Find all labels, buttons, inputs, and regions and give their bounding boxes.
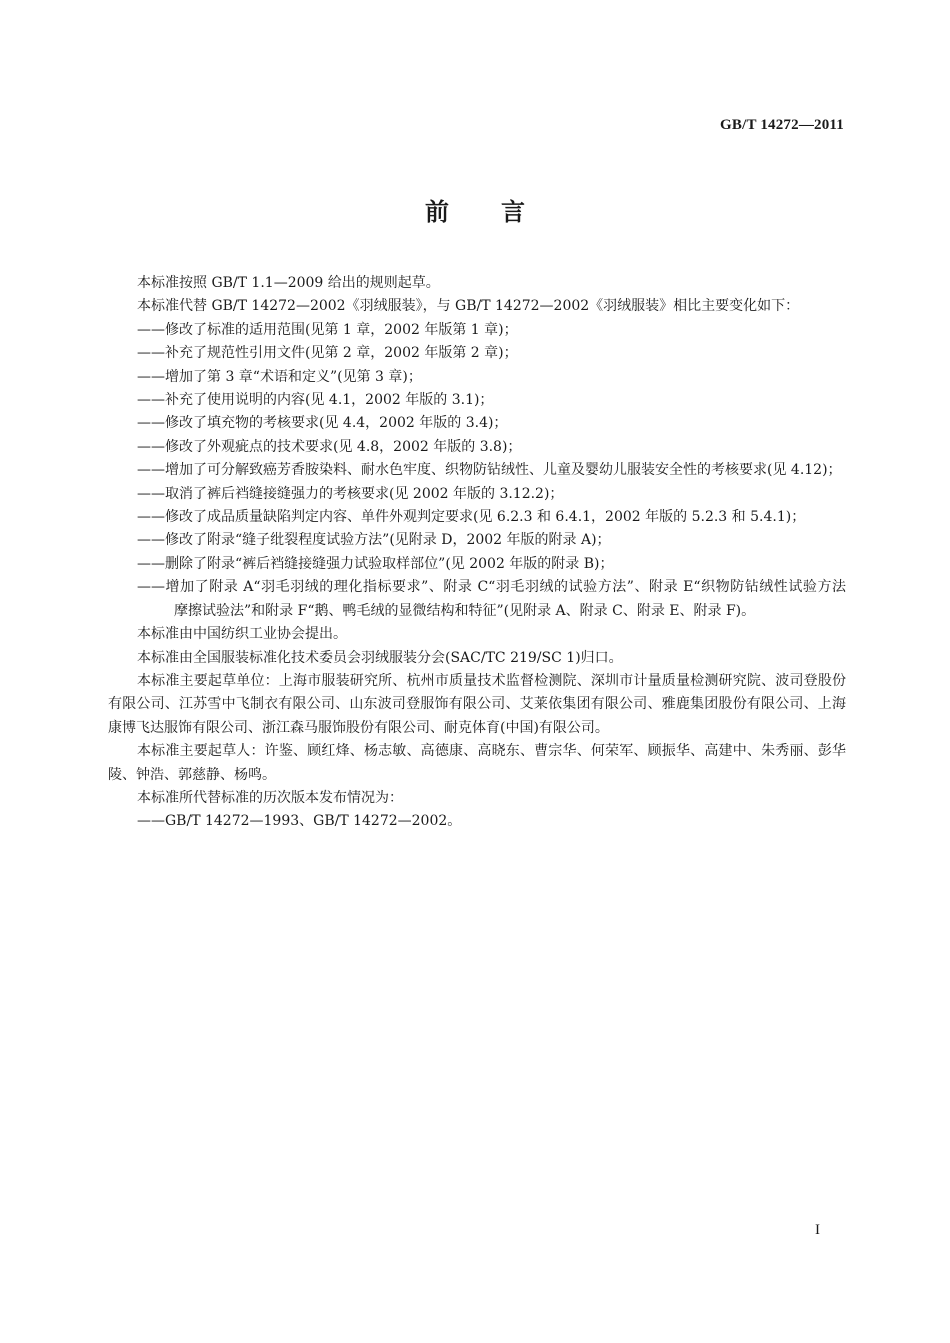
- list-item: ——补充了规范性引用文件(见第 2 章，2002 年版第 2 章)；: [137, 345, 518, 362]
- list-item: ——增加了附录 A“羽毛羽绒的理化指标要求”、附录 C“羽毛羽绒的试验方法”、附录 E“织物防钻绒性试验方法 摩擦试验法”和附录 F“鹅、鸭毛绒的显微结构和特征”(见附录 A、附录 C、附录 E、附录 F)。: [137, 579, 860, 619]
- page-number: I: [815, 1222, 820, 1238]
- list-item: ——删除了附录“裤后裆缝接缝强力试验取样部位”(见 2002 年版的附录 B)；: [137, 555, 614, 572]
- standard-number: GB/T 14272—2011: [720, 117, 844, 133]
- changes-list: [108, 319, 860, 623]
- paragraph-drafters: 本标准主要起草人：许鉴、顾红烽、杨志敏、高德康、高晓东、曹宗华、何荣军、顾振华、高建中、朱秀丽、彭华陵、钟浩、郭慈静、杨鸣。: [108, 743, 846, 783]
- list-item: ——取消了裤后裆缝接缝强力的考核要求(见 2002 年版的 3.12.2)；: [137, 485, 564, 502]
- list-item: ——增加了可分解致癌芳香胺染料、耐水色牢度、织物防钻绒性、儿童及婴幼儿服装安全性的考核要求(见 4.12)；: [137, 462, 842, 479]
- paragraph-replacement: 本标准代替 GB/T 14272—2002《羽绒服装》，与 GB/T 14272—2002《羽绒服装》相比主要变化如下：: [137, 298, 800, 315]
- history-item: ——GB/T 14272—1993、GB/T 14272—2002。: [137, 813, 462, 830]
- paragraph-proposed-by: 本标准由中国纺织工业协会提出。: [137, 626, 347, 643]
- foreword-body: [108, 272, 860, 834]
- page-title: 前言: [425, 198, 577, 226]
- list-item: ——修改了成品质量缺陷判定内容、单件外观判定要求(见 6.2.3 和 6.4.1，2002 年版的 5.2.3 和 5.4.1)；: [137, 509, 806, 526]
- paragraph-centralized-by: 本标准由全国服装标准化技术委员会羽绒服装分会(SAC/TC 219/SC 1)归口。: [137, 649, 623, 666]
- paragraph-history-intro: 本标准所代替标准的历次版本发布情况为：: [137, 789, 403, 806]
- list-item: ——修改了外观疵点的技术要求(见 4.8，2002 年版的 3.8)；: [137, 438, 522, 455]
- list-item: ——增加了第 3 章“术语和定义”(见第 3 章)；: [137, 368, 422, 385]
- list-item: ——修改了标准的适用范围(见第 1 章，2002 年版第 1 章)；: [137, 321, 518, 338]
- list-item: ——补充了使用说明的内容(见 4.1，2002 年版的 3.1)；: [137, 392, 494, 409]
- list-item: ——修改了填充物的考核要求(见 4.4，2002 年版的 3.4)；: [137, 415, 508, 432]
- paragraph-drafting-units: 本标准主要起草单位：上海市服装研究所、杭州市质量技术监督检测院、深圳市计量质量检测研究院、波司登股份有限公司、江苏雪中飞制衣有限公司、山东波司登服饰有限公司、艾莱依集团有限公司、雅鹿集团股份有限公司、上海康博飞达服饰有限公司、浙江森马服饰股份有限公司、耐克体育(中国)有限公司。: [108, 672, 846, 736]
- list-item: ——修改了附录“缝子纰裂程度试验方法”(见附录 D，2002 年版的附录 A)；: [137, 532, 611, 549]
- paragraph-drafting-rules: 本标准按照 GB/T 1.1—2009 给出的规则起草。: [137, 275, 440, 291]
